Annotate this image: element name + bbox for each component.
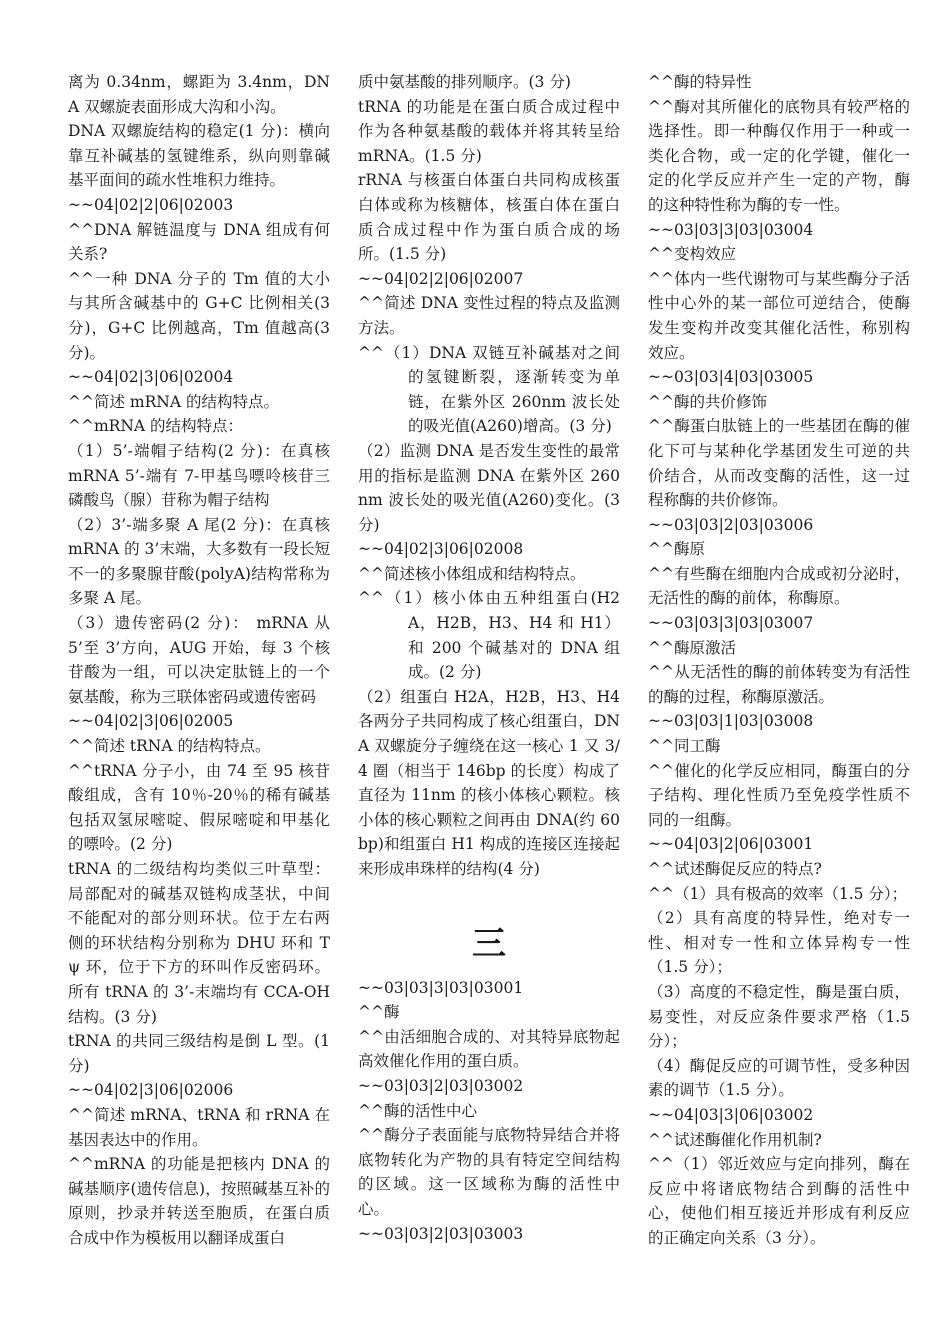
paragraph: ^^试述酶促反应的特点?: [648, 860, 822, 878]
paragraph: ~~03|03|2|03|03002: [358, 1076, 524, 1095]
paragraph: ^^mRNA 的功能是把核内 DNA 的碱基顺序(遗传信息)，按照碱基互补的原则，抄录并转送至胞质，在蛋白质合成中作为模板用以翻译成蛋白: [68, 1155, 330, 1247]
paragraph: ^^（1）DNA 双链互补碱基对之间的氢键断裂，逐渐转变为单链，在紫外区 260nm 波长处的吸光值(A260)增高。(3 分): [358, 343, 620, 436]
paragraph: 离为 0.34nm，螺距为 3.4nm，DNA 双螺旋表面形成大沟和小沟。: [68, 73, 330, 116]
paragraph: ^^酶的特异性: [648, 73, 752, 91]
paragraph: ^^酶的活性中心: [358, 1101, 477, 1120]
paragraph: ^^一种 DNA 分子的 Tm 值的大小与其所含碱基中的 G+C 比例相关(3 分)，G+C 比例越高，Tm 值越高(3 分)。: [68, 269, 330, 362]
paragraph: （3）高度的不稳定性，酶是蛋白质，易变性，对反应条件要求严格（1.5 分）；: [648, 982, 910, 1051]
text-column-3: [648, 70, 910, 1251]
paragraph: ~~04|03|3|06|03002: [648, 1105, 814, 1124]
paragraph: tRNA 的二级结构均类似三叶草型：局部配对的碱基双链构成茎状，中间不能配对的部分则环状。位于左右两侧的环状结构分别称为 DHU 环和 Tψ 环，位于下方的环叫作反密码环。所有 tRNA 的 3’-末端均有 CCA-OH 结构。(3 分): [68, 860, 330, 1026]
paragraph: ~~04|02|3|06|02008: [358, 540, 524, 559]
paragraph: （2）具有高度的特异性，绝对专一性、相对专一性和立体异构专一性（1.5 分）；: [648, 909, 910, 977]
paragraph: ^^体内一些代谢物可与某些酶分子活性中心外的某一部位可逆结合，使酶发生变构并改变其催化活性，称别构效应。: [648, 269, 910, 362]
paragraph: ^^（1）具有极高的效率（1.5 分）；: [648, 884, 908, 903]
paragraph: ^^酶分子表面能与底物特异结合并将底物转化为产物的具有特定空间结构的区域。这一区域称为酶的活性中心。: [358, 1126, 620, 1218]
paragraph: ^^（1）核小体由五种组蛋白(H2A，H2B，H3、H4 和 H1）和 200 个碱基对的 DNA 组成。(2 分): [358, 589, 620, 682]
paragraph: ^^tRNA 分子小，由 74 至 95 核苷酸组成，含有 10％-20％的稀有碱基包括双氢尿嘧啶、假尿嘧啶和甲基化的嘌呤。(2 分): [68, 761, 330, 854]
paragraph: ^^有些酶在细胞内合成或初分泌时，无活性的酶的前体，称酶原。: [648, 564, 910, 608]
paragraph: ~~04|02|2|06|02007: [358, 269, 524, 288]
paragraph: （3）遗传密码(2 分)： mRNA 从 5’至 3’方向，AUG 开始，每 3 个核苷酸为一组，可以决定肽链上的一个氨基酸，称为三联体密码或遗传密码: [68, 614, 330, 706]
paragraph: （2）组蛋白 H2A，H2B，H3、H4 各两分子共同构成了核心组蛋白，DNA 双螺旋分子缠绕在这一核心 1 又 3/4 圈（相当于 146bp 的长度）构成了直径为 11nm 的核小体核心颗粒。核小体的核心颗粒之间再由 DNA(约 60 bp)和组蛋白 H1 构成的连接区连接起来形成串珠样的结构(4 分): [358, 687, 620, 878]
paragraph: ^^简述核小体组成和结构特点。: [358, 564, 586, 583]
paragraph: ^^由活细胞合成的、对其特异底物起高效催化作用的蛋白质。: [358, 1027, 620, 1071]
section-heading: 三: [472, 923, 506, 964]
paragraph: ^^酶原激活: [648, 638, 736, 657]
paragraph: tRNA 的共同三级结构是倒 L 型。(1 分): [68, 1032, 330, 1075]
paragraph: ~~03|03|4|03|03005: [648, 368, 814, 387]
paragraph: tRNA 的功能是在蛋白质合成过程中作为各种氨基酸的载体并将其转呈给 mRNA。(1.5 分): [358, 97, 620, 165]
paragraph: ~~03|03|1|03|03008: [648, 712, 814, 731]
paragraph: ^^简述 tRNA 的结构特点。: [68, 737, 271, 756]
paragraph: ^^DNA 解链温度与 DNA 组成有何关系?: [68, 220, 330, 264]
paragraph: ^^酶: [358, 1003, 400, 1022]
paragraph: 质中氨基酸的排列顺序。(3 分): [358, 73, 571, 91]
paragraph: ~~04|02|3|06|02004: [68, 368, 234, 387]
paragraph: ~~04|02|2|06|02003: [68, 195, 234, 214]
paragraph: ^^同工酶: [648, 737, 721, 756]
paragraph: ^^试述酶催化作用机制?: [648, 1130, 822, 1149]
text-column-1: [68, 70, 330, 1251]
paragraph: ^^催化的化学反应相同，酶蛋白的分子结构、理化性质乃至免疫学性质不同的一组酶。: [648, 761, 910, 829]
paragraph: （2）监测 DNA 是否发生变性的最常用的指标是监测 DNA 在紫外区 260nm 波长处的吸光值(A260)变化。(3 分): [358, 441, 620, 534]
paragraph: ~~03|03|3|03|03001: [358, 978, 524, 997]
paragraph: ^^从无活性的酶的前体转变为有活性的酶的过程，称酶原激活。: [648, 663, 910, 706]
paragraph: ~~03|03|2|03|03006: [648, 515, 814, 534]
paragraph: ~~04|03|2|06|03001: [648, 835, 814, 854]
paragraph: ~~04|02|3|06|02005: [68, 712, 234, 731]
paragraph: （4）酶促反应的可调节性，受多种因素的调节（1.5 分）。: [648, 1056, 910, 1100]
paragraph: ^^简述 DNA 变性过程的特点及监测方法。: [358, 294, 620, 337]
paragraph: ^^简述 mRNA 的结构特点。: [68, 392, 279, 411]
paragraph: ^^酶原: [648, 540, 705, 559]
paragraph: ^^mRNA 的结构特点：: [68, 417, 244, 436]
paragraph: ~~03|03|2|03|03003: [358, 1224, 524, 1243]
paragraph: ^^简述 mRNA、tRNA 和 rRNA 在基因表达中的作用。: [68, 1105, 330, 1149]
paragraph: ~~04|02|3|06|02006: [68, 1081, 234, 1100]
paragraph: （1）5’-端帽子结构(2 分)：在真核 mRNA 5’-端有 7-甲基鸟嘌呤核苷三磷酸鸟（腺）苷称为帽子结构: [68, 441, 330, 510]
paragraph: ^^酶的共价修饰: [648, 392, 767, 411]
paragraph: ~~03|03|3|03|03007: [648, 614, 814, 633]
paragraph: ^^酶对其所催化的底物具有较严格的选择性。即一种酶仅作用于一种或一类化合物，或一定的化学键，催化一定的化学反应并产生一定的产物，酶的这种特性称为酶的专一性。: [648, 97, 910, 214]
paragraph: （2）3’-端多聚 A 尾(2 分)：在真核 mRNA 的 3’末端，大多数有一段长短不一的多聚腺苷酸(polyA)结构常称为多聚 A 尾。: [68, 515, 330, 608]
paragraph: ^^（1）邻近效应与定向排列，酶在反应中将诸底物结合到酶的活性中心，使他们相互接近并形成有利反应的正确定向关系（3 分）。: [648, 1155, 910, 1247]
paragraph: ~~03|03|3|03|03004: [648, 220, 814, 239]
paragraph: rRNA 与核蛋白体蛋白共同构成核蛋白体或称为核糖体，核蛋白体在蛋白质合成过程中作为蛋白质合成的场所。(1.5 分): [358, 171, 620, 264]
paragraph: DNA 双螺旋结构的稳定(1 分)：横向靠互补碱基的氢键维系，纵向则靠碱基平面间的疏水性堆积力维持。: [68, 122, 330, 190]
paragraph: ^^变构效应: [648, 245, 736, 264]
paragraph: ^^酶蛋白肽链上的一些基团在酶的催化下可与某种化学基团发生可逆的共价结合，从而改变酶的活性，这一过程称酶的共价修饰。: [648, 417, 910, 510]
text-column-2: [358, 70, 620, 1246]
